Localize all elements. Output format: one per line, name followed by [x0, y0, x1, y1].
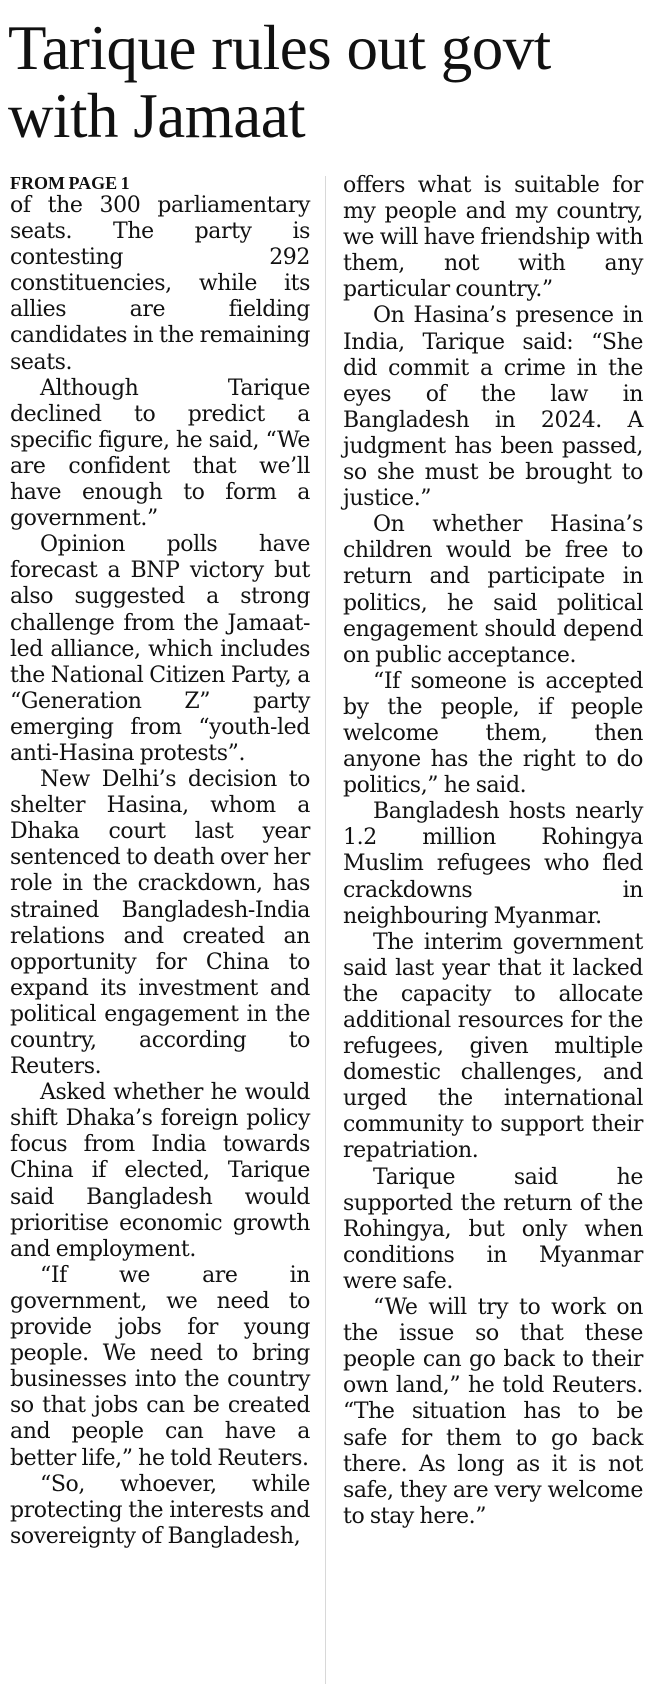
article-column-left: [10, 173, 310, 1550]
paragraph: Tarique said he supported the return of the Rohingya, but only when conditions in Myanmar were safe.: [343, 1164, 643, 1294]
continuation-kicker: FROM PAGE 1: [10, 173, 130, 193]
article-column-right: [343, 173, 643, 1530]
column-divider: [325, 176, 326, 1684]
paragraph: Opinion polls have forecast a BNP victory but also suggested a strong challenge from the Jamaat-led alliance, which includes the National Citizen Party, a “Generation Z” party emerging from “youth-led anti-Hasina protests”.: [10, 532, 310, 766]
paragraph: Bangladesh hosts nearly 1.2 million Rohingya Muslim refugees who fled crackdowns in neighbouring Myanmar.: [343, 799, 643, 929]
paragraph: On whether Hasina’s children would be free to return and participate in politics, he said political engagement should depend on public acceptance.: [343, 512, 643, 668]
paragraph: New Delhi’s decision to shelter Hasina, whom a Dhaka court last year sentenced to death over her role in the crackdown, has strained Bangladesh-India relations and created an opportunity for China to expand its investment and political engagement in the country, according to Reuters.: [10, 767, 310, 1080]
paragraph: “We will try to work on the issue so that these people can go back to their own land,” he told Reuters. “The situation has to be safe for them to go back there. As long as it is not safe, they are very welcome to stay here.”: [343, 1295, 643, 1529]
paragraph: Although Tarique declined to predict a specific figure, he said, “We are confident that we’ll have enough to form a government.”: [10, 375, 310, 532]
headline: Tarique rules out govt with Jamaat: [8, 13, 551, 151]
paragraph: Asked whether he would shift Dhaka’s foreign policy focus from India towards China if elected, Tarique said Bangladesh would prioritise economic growth and employment.: [10, 1080, 310, 1262]
paragraph: “If someone is accepted by the people, if people welcome them, then anyone has the right to do politics,” he said.: [343, 668, 643, 799]
paragraph: “So, whoever, while protecting the interests and sovereignty of Bangladesh,: [10, 1471, 310, 1549]
paragraph: On Hasina’s presence in India, Tarique said: “She did commit a crime in the eyes of the law in Bangladesh in 2024. A judgment has been passed, so she must be brought to justice.”: [343, 303, 643, 512]
paragraph: offers what is suitable for my people and my country, we will have friendship with them, not with any particular country.”: [343, 173, 643, 303]
paragraph: “If we are in government, we need to provide jobs for young people. We need to bring businesses into the country so that jobs can be created and people can have a better life,” he told Reuters.: [10, 1262, 310, 1471]
paragraph: The interim government said last year that it lacked the capacity to allocate additional resources for the refugees, given multiple domestic challenges, and urged the international community to support their repatriation.: [343, 929, 643, 1164]
paragraph: of the 300 parliamentary seats. The party is contesting 292 constituencies, while its allies are fielding candidates in the remaining seats.: [10, 193, 310, 375]
